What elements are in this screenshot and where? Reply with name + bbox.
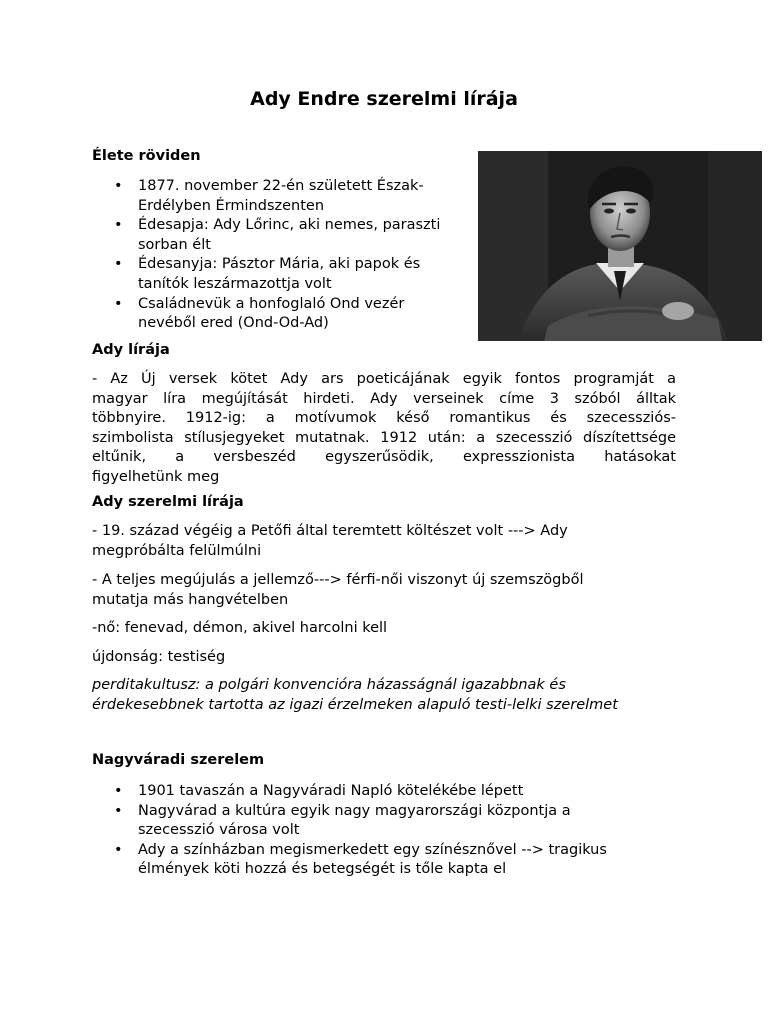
list-item: • Édesanyja: Pásztor Mária, aki papok és tanítók leszármazottja volt: [114, 256, 421, 292]
paragraph-perditakultusz: perditakultusz: a polgári konvencióra házasságnál igazabbnak és érdekesebbnek tartotta az igazi érzelmeken alapuló testi-lelki szerelmet: [92, 677, 618, 713]
list-item: • 1877. november 22-én született Észak- Erdélyben Érmindszenten: [114, 178, 424, 214]
bullet-icon: •: [114, 178, 123, 194]
paragraph-no: -nő: fenevad, démon, akivel harcolni kell: [92, 620, 388, 636]
section-heading-elete: Élete röviden: [92, 148, 201, 164]
page-title: Ady Endre szerelmi lírája: [250, 88, 518, 110]
list-item: • Ady a színházban megismerkedett egy színésznővel --> tragikus élmények köti hozzá és betegségét is tőle kapta el: [114, 841, 607, 878]
list-item: • Nagyvárad a kultúra egyik nagy magyarországi központja a szecesszió városa volt: [114, 802, 571, 839]
bullet-list-nagyvaradi: [92, 782, 676, 880]
portrait-photo: [478, 151, 762, 341]
bullet-list-elete: [92, 177, 462, 334]
bullet-icon: •: [114, 783, 123, 799]
paragraph-megujulas: - A teljes megújulás a jellemző---> férfi-női viszonyt új szemszögből mutatja más hangvételben: [92, 572, 584, 608]
paragraph-ady-liraja: - Az Új versek kötet Ady ars poeticájának egyik fontos programját a magyar líra megújítását hirdeti. Ady verseinek címe 3 szóból álltak többnyire. 1912-ig: a motívumok késő romantikus és szecessziós- szimbolista stílusjegyeket mutatnak. 1912 után: a szecesszió díszítettsége eltűnik, a versbeszéd egyszerűsödik, expresszionista hatásokat figyelhetünk meg: [92, 371, 676, 485]
section-heading-ady-liraja: Ady lírája: [92, 342, 170, 358]
bullet-icon: •: [114, 217, 123, 234]
section-heading-szerelmi-liraja: Ady szerelmi lírája: [92, 494, 244, 510]
paragraph-ujdonsag: újdonság: testiség: [92, 649, 226, 665]
bullet-icon: •: [114, 802, 123, 819]
bullet-icon: •: [114, 295, 123, 312]
bullet-icon: •: [114, 256, 123, 273]
list-item: • Édesapja: Ady Lőrinc, aki nemes, paraszti sorban élt: [114, 217, 441, 253]
section-heading-nagyvaradi: Nagyváradi szerelem: [92, 752, 265, 768]
portrait-illustration: [478, 151, 762, 341]
bullet-icon: •: [114, 841, 123, 858]
paragraph-petofi: - 19. század végéig a Petőfi által teremtett költészet volt ---> Ady megpróbálta felülmúlni: [92, 523, 568, 559]
list-item: • Családnevük a honfoglaló Ond vezér nevéből ered (Ond-Od-Ad): [114, 295, 405, 332]
list-item: • 1901 tavaszán a Nagyváradi Napló kötelékébe lépett: [92, 782, 676, 802]
